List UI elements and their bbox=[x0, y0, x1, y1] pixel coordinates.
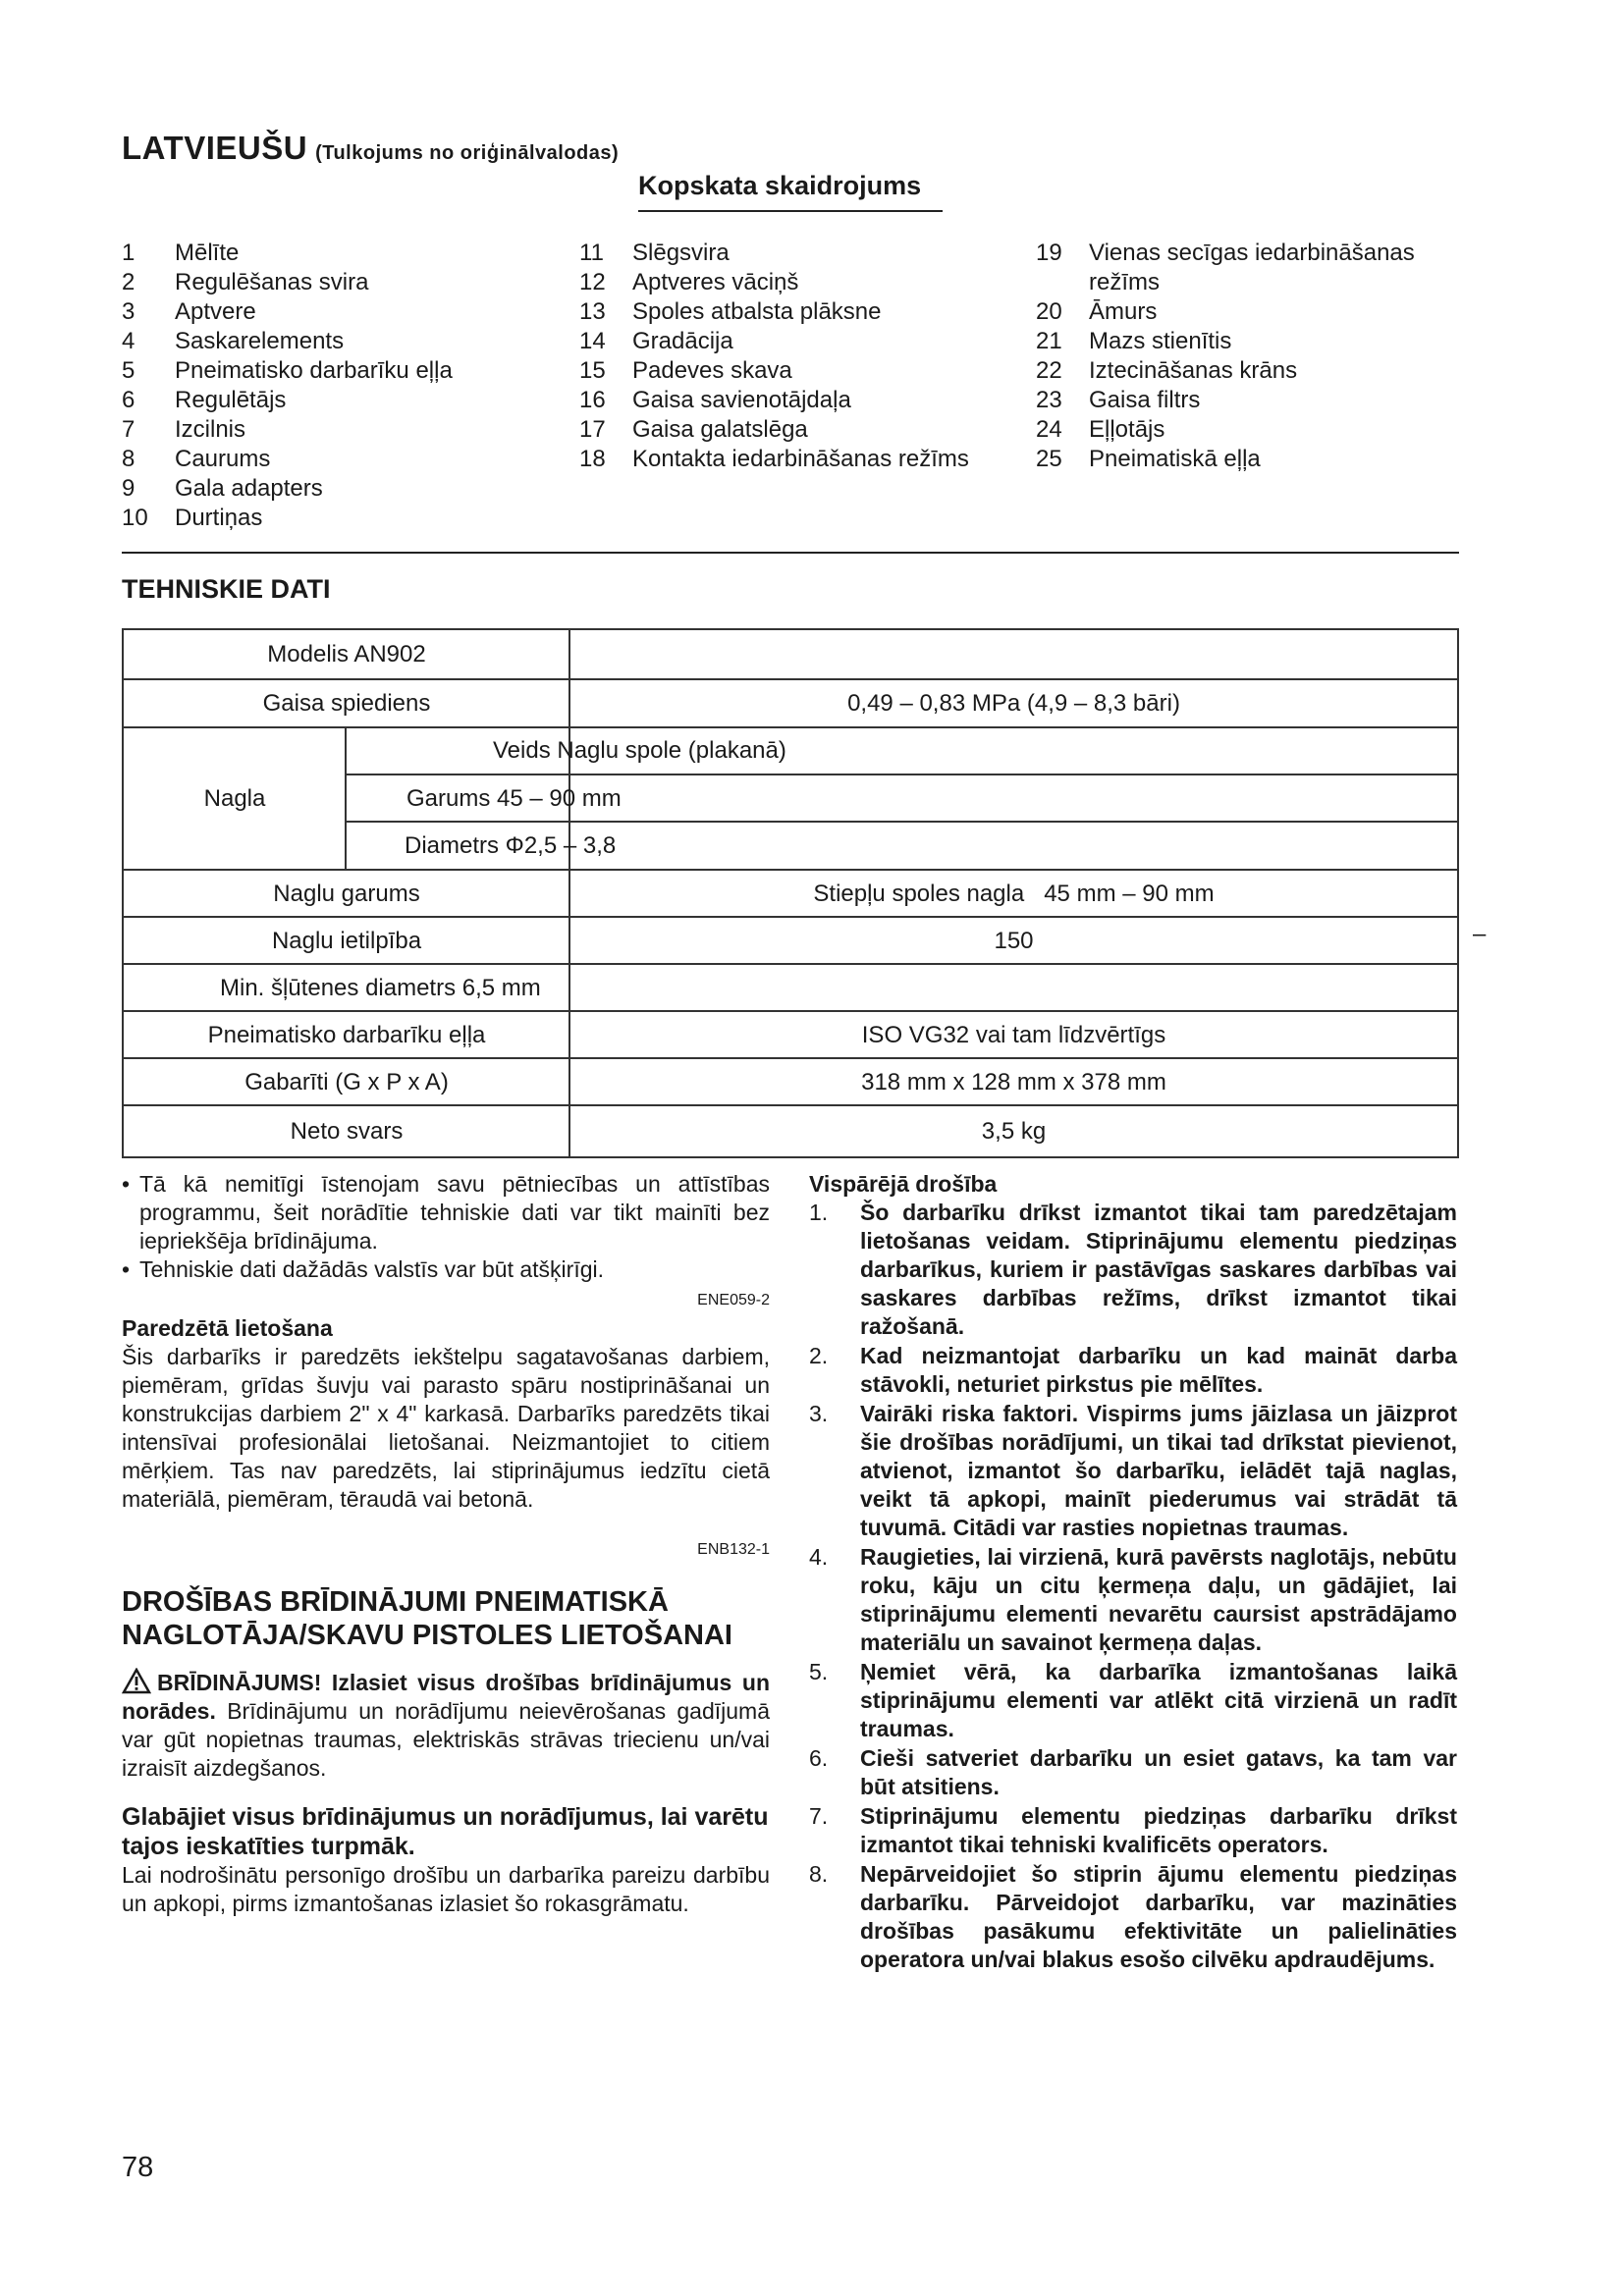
list-text: Šo darbarīku drīkst izmantot tikai tam paredzētajam lietošanas veidam. Stiprinājumu elementu piedziņas darbarīkus, kuriem ir pastāvīgas saskares darbības vai saskares darbības režīms, drīkst izmantot tikai ražošanā. bbox=[860, 1200, 1457, 1339]
list-text: Cieši satveriet darbarīku un esiet gatavs, ka tam var būt atsitiens. bbox=[860, 1745, 1457, 1799]
part-item bbox=[122, 504, 554, 533]
part-number: 5 bbox=[122, 357, 135, 384]
spec-row-air-pressure bbox=[124, 678, 1457, 727]
part-label: Spoles atbalsta plāksne bbox=[632, 298, 882, 325]
spec-side-dash: – bbox=[1473, 921, 1487, 947]
part-label: Slēgsvira bbox=[632, 240, 730, 266]
part-label: Izcilnis bbox=[175, 416, 246, 443]
part-number: 2 bbox=[122, 269, 135, 295]
part-number: 17 bbox=[579, 416, 606, 443]
spec-label: Nagla bbox=[203, 785, 266, 812]
list-text: Raugieties, lai virzienā, kurā pavērsts naglotājs, nebūtu roku, kāju un citu ķermeņa daļu, un gādājiet, lai stiprinājumu elementi nevarētu caursist apstrādājamo materiālu un savainot ķermeņa daļas. bbox=[860, 1544, 1457, 1655]
part-number: 7 bbox=[122, 416, 135, 443]
language-heading bbox=[122, 130, 619, 167]
part-item bbox=[122, 297, 554, 327]
spec-nail-length: Garums 45 – 90 mm bbox=[406, 785, 622, 812]
part-label: Gaisa filtrs bbox=[1089, 387, 1201, 413]
part-number: 6 bbox=[122, 387, 135, 413]
part-label: Pneimatisko darbarīku eļļa bbox=[175, 357, 453, 384]
spec-label: Naglu garums bbox=[273, 881, 420, 907]
part-item bbox=[1036, 445, 1468, 474]
spec-row-hose bbox=[124, 963, 1457, 1012]
part-item bbox=[1036, 386, 1468, 415]
spec-label: Min. šļūtenes diametrs 6,5 mm bbox=[220, 975, 541, 1001]
parts-list-column-3 bbox=[1036, 239, 1468, 474]
part-number: 16 bbox=[579, 387, 606, 413]
part-number: 23 bbox=[1036, 387, 1062, 413]
part-item bbox=[579, 268, 1011, 297]
spec-model-cell: Modelis AN902 bbox=[267, 641, 426, 667]
part-item bbox=[122, 327, 554, 356]
list-number: 7. bbox=[809, 1803, 829, 1829]
part-label: Kontakta iedarbināšanas režīms bbox=[632, 446, 969, 472]
section-divider bbox=[122, 552, 1459, 554]
part-number: 9 bbox=[122, 475, 135, 502]
part-label: Pneimatiskā eļļa bbox=[1089, 446, 1261, 472]
list-item bbox=[809, 1860, 1457, 1974]
part-label: Aptvere bbox=[175, 298, 256, 325]
spec-row-capacity bbox=[124, 916, 1457, 965]
spec-table bbox=[122, 628, 1459, 1158]
spec-value: 318 mm x 128 mm x 378 mm bbox=[861, 1069, 1166, 1095]
warning-paragraph bbox=[122, 1668, 770, 1783]
doc-code: ENB132-1 bbox=[697, 1541, 770, 1558]
intended-use-heading: Paredzētā lietošana bbox=[122, 1315, 333, 1341]
bullet-icon: • bbox=[122, 1256, 131, 1282]
list-text: Vairāki riska faktori. Vispirms jums jāizlasa un jāizprot šie drošības norādījumi, un tikai tad drīkstat pievienot, atvienot, izmantot šo darbarīku, ielādēt tajā naglas, veikt tā apkopi, mainīt piederumus vai strādāt tā tuvumā. Citādi var rasties nopietnas traumas. bbox=[860, 1401, 1457, 1540]
part-item bbox=[122, 474, 554, 504]
part-number: 8 bbox=[122, 446, 135, 472]
part-number: 10 bbox=[122, 505, 148, 531]
part-label: Padeves skava bbox=[632, 357, 792, 384]
part-item bbox=[122, 356, 554, 386]
part-item bbox=[579, 297, 1011, 327]
warning-text: Brīdinājumu un norādījumu neievērošanas gadījumā var gūt nopietnas traumas, elektriskās strāvas triecienu un/vai izraisīt aizdegšanos. bbox=[122, 1698, 771, 1781]
spec-row-model bbox=[124, 630, 1457, 679]
part-item bbox=[1036, 327, 1468, 356]
tech-data-title: TEHNISKIE DATI bbox=[122, 574, 331, 604]
list-text: Stiprinājumu elementu piedziņas darbarīku drīkst izmantot tikai tehniski kvalificēts operators. bbox=[860, 1803, 1457, 1857]
part-number: 18 bbox=[579, 446, 606, 472]
safety-list bbox=[809, 1199, 1457, 1974]
safety-warnings-heading: DROŠĪBAS BRĪDINĀJUMI PNEIMATISKĀ NAGLOTĀJA/SKAVU PISTOLES LIETOŠANAI bbox=[122, 1586, 732, 1651]
spec-subrow-type bbox=[346, 726, 1459, 775]
part-item bbox=[579, 327, 1011, 356]
part-label: Mēlīte bbox=[175, 240, 240, 266]
part-item bbox=[122, 415, 554, 445]
spec-label: Naglu ietilpība bbox=[271, 928, 422, 954]
language-title: LATVIEUŠU bbox=[122, 130, 308, 166]
spec-nail-diameter: Diametrs Φ2,5 – 3,8 bbox=[405, 832, 617, 859]
spec-row-dimensions bbox=[124, 1057, 1457, 1106]
spec-value: ISO VG32 vai tam līdzvērtīgs bbox=[861, 1022, 1166, 1048]
list-item bbox=[122, 1255, 770, 1284]
spec-value: 150 bbox=[994, 928, 1034, 954]
overview-title: Kopskata skaidrojums bbox=[638, 171, 922, 200]
spec-subrow-length bbox=[346, 774, 1459, 823]
part-label: Regulēšanas svira bbox=[175, 269, 369, 295]
list-item bbox=[122, 1170, 770, 1255]
part-label: Vienas secīgas iedarbināšanas režīms bbox=[1089, 240, 1415, 295]
part-number: 12 bbox=[579, 269, 606, 295]
part-item bbox=[579, 415, 1011, 445]
spec-value: 3,5 kg bbox=[981, 1117, 1047, 1145]
keep-instructions-text: Lai nodrošinātu personīgo drošību un darbarīka pareizu darbību un apkopi, pirms izmantošanas izlasiet šo rokasgrāmatu. bbox=[122, 1862, 770, 1916]
spec-label: Gabarīti (G x P x A) bbox=[244, 1069, 449, 1095]
part-item bbox=[1036, 415, 1468, 445]
warning-bold-text: BRĪDINĀJUMS! Izlasiet visus drošības brīdinājumus un norādes. bbox=[122, 1670, 770, 1724]
part-label: Āmurs bbox=[1089, 298, 1158, 325]
spec-label: Pneimatisko darbarīku eļļa bbox=[207, 1022, 486, 1048]
part-label: Regulētājs bbox=[175, 387, 287, 413]
part-number: 24 bbox=[1036, 416, 1062, 443]
spec-col-divider bbox=[568, 965, 570, 1012]
part-label: Gaisa savienotājdaļa bbox=[632, 387, 851, 413]
general-safety-heading: Vispārējā drošība bbox=[809, 1171, 998, 1197]
list-text: Ņemiet vērā, ka darbarīka izmantošanas laikā stiprinājumu elementi var atlēkt citā virzienā un radīt traumas. bbox=[860, 1659, 1457, 1741]
list-item bbox=[809, 1658, 1457, 1743]
spec-nail-type: Veids Naglu spole (plakanā) bbox=[493, 737, 786, 764]
part-item bbox=[579, 239, 1011, 268]
spec-subrow-diameter bbox=[346, 821, 1459, 870]
part-item bbox=[122, 445, 554, 474]
part-item bbox=[1036, 297, 1468, 327]
part-number: 19 bbox=[1036, 240, 1062, 266]
part-number: 22 bbox=[1036, 357, 1062, 384]
list-number: 8. bbox=[809, 1861, 829, 1887]
part-number: 13 bbox=[579, 298, 606, 325]
part-number: 4 bbox=[122, 328, 135, 354]
right-column bbox=[809, 1170, 1457, 1975]
part-label: Gradācija bbox=[632, 328, 733, 354]
part-label: Saskarelements bbox=[175, 328, 345, 354]
spec-col-divider bbox=[568, 630, 570, 679]
list-number: 1. bbox=[809, 1200, 829, 1225]
spec-row-nail-length bbox=[124, 869, 1457, 918]
doc-code: ENE059-2 bbox=[697, 1292, 770, 1308]
spec-label: Neto svars bbox=[290, 1117, 404, 1145]
part-item bbox=[122, 239, 554, 268]
part-number: 15 bbox=[579, 357, 606, 384]
part-label: Caurums bbox=[175, 446, 271, 472]
list-item bbox=[809, 1543, 1457, 1657]
spec-value: Stiepļu spoles nagla 45 mm – 90 mm bbox=[813, 881, 1215, 907]
spec-label: Gaisa spiediens bbox=[262, 690, 431, 717]
list-text: Kad neizmantojat darbarīku un kad maināt darba stāvokli, neturiet pirkstus pie mēlītes. bbox=[860, 1343, 1457, 1397]
spec-value: 0,49 – 0,83 MPa (4,9 – 8,3 bāri) bbox=[847, 690, 1180, 717]
part-item bbox=[579, 356, 1011, 386]
part-item bbox=[1036, 239, 1468, 297]
list-item bbox=[809, 1744, 1457, 1801]
list-number: 5. bbox=[809, 1659, 829, 1684]
bullet-text: Tā kā nemitīgi īstenojam savu pētniecības un attīstības programmu, šeit norādītie tehniskie dati var tikt mainīti bez iepriekšēja brīdinājuma. bbox=[139, 1171, 770, 1254]
part-item bbox=[122, 268, 554, 297]
part-number: 11 bbox=[579, 240, 604, 266]
parts-list-column-2 bbox=[579, 239, 1011, 474]
part-number: 1 bbox=[122, 240, 135, 266]
list-number: 6. bbox=[809, 1745, 829, 1771]
list-number: 3. bbox=[809, 1401, 829, 1426]
spec-row-weight bbox=[124, 1104, 1457, 1156]
list-item bbox=[809, 1342, 1457, 1399]
part-label: Gaisa galatslēga bbox=[632, 416, 808, 443]
bullet-icon: • bbox=[122, 1171, 131, 1197]
part-number: 14 bbox=[579, 328, 606, 354]
part-item bbox=[1036, 356, 1468, 386]
keep-instructions-heading: Glabājiet visus brīdinājumus un norādījumus, lai varētu tajos ieskatīties turpmāk. bbox=[122, 1803, 769, 1860]
list-item bbox=[809, 1400, 1457, 1542]
part-item bbox=[579, 386, 1011, 415]
part-number: 20 bbox=[1036, 298, 1062, 325]
part-label: Iztecināšanas krāns bbox=[1089, 357, 1298, 384]
translation-note: (Tulkojums no oriģinālvalodas) bbox=[315, 142, 620, 164]
part-label: Durtiņas bbox=[175, 505, 263, 531]
left-column bbox=[122, 1170, 770, 1918]
part-number: 3 bbox=[122, 298, 135, 325]
list-text: Nepārveidojiet šo stiprin ājumu elementu piedziņas darbarīku. Pārveidojot darbarīku, var mazināties drošības pasākumu efektivitāte un palielināties operatora un/vai blakus esošo cilvēku apdraudējums. bbox=[860, 1861, 1457, 1972]
part-label: Eļļotājs bbox=[1089, 416, 1165, 443]
intended-use-text: Šis darbarīks ir paredzēts iekštelpu sagatavošanas darbiem, piemēram, grīdas šuvju vai parasto spāru nostiprināšanai un konstrukcijas darbiem 2" x 4" karkasā. Darbarīks paredzēts tikai intensīvai profesionālai lietošanai. Neizmantojiet to citiem mērķiem. Tas nav paredzēts, lai stiprinājumus iedzītu cietā materiālā, piemēram, tēraudā vai betonā. bbox=[122, 1344, 770, 1512]
list-item bbox=[809, 1802, 1457, 1859]
page-number: 78 bbox=[122, 2152, 154, 2183]
part-item bbox=[579, 445, 1011, 474]
parts-list-column-1 bbox=[122, 239, 554, 533]
part-label: Aptveres vāciņš bbox=[632, 269, 799, 295]
part-item bbox=[122, 386, 554, 415]
list-item bbox=[809, 1199, 1457, 1341]
overview-underline bbox=[638, 210, 943, 212]
spec-row-oil bbox=[124, 1010, 1457, 1059]
part-label: Gala adapters bbox=[175, 475, 323, 502]
part-number: 21 bbox=[1036, 328, 1062, 354]
list-number: 2. bbox=[809, 1343, 829, 1368]
part-label: Mazs stienītis bbox=[1089, 328, 1232, 354]
part-number: 25 bbox=[1036, 446, 1062, 472]
bullet-text: Tehniskie dati dažādās valstīs var būt atšķirīgi. bbox=[139, 1256, 605, 1282]
list-number: 4. bbox=[809, 1544, 829, 1570]
warning-triangle-icon bbox=[122, 1668, 151, 1694]
